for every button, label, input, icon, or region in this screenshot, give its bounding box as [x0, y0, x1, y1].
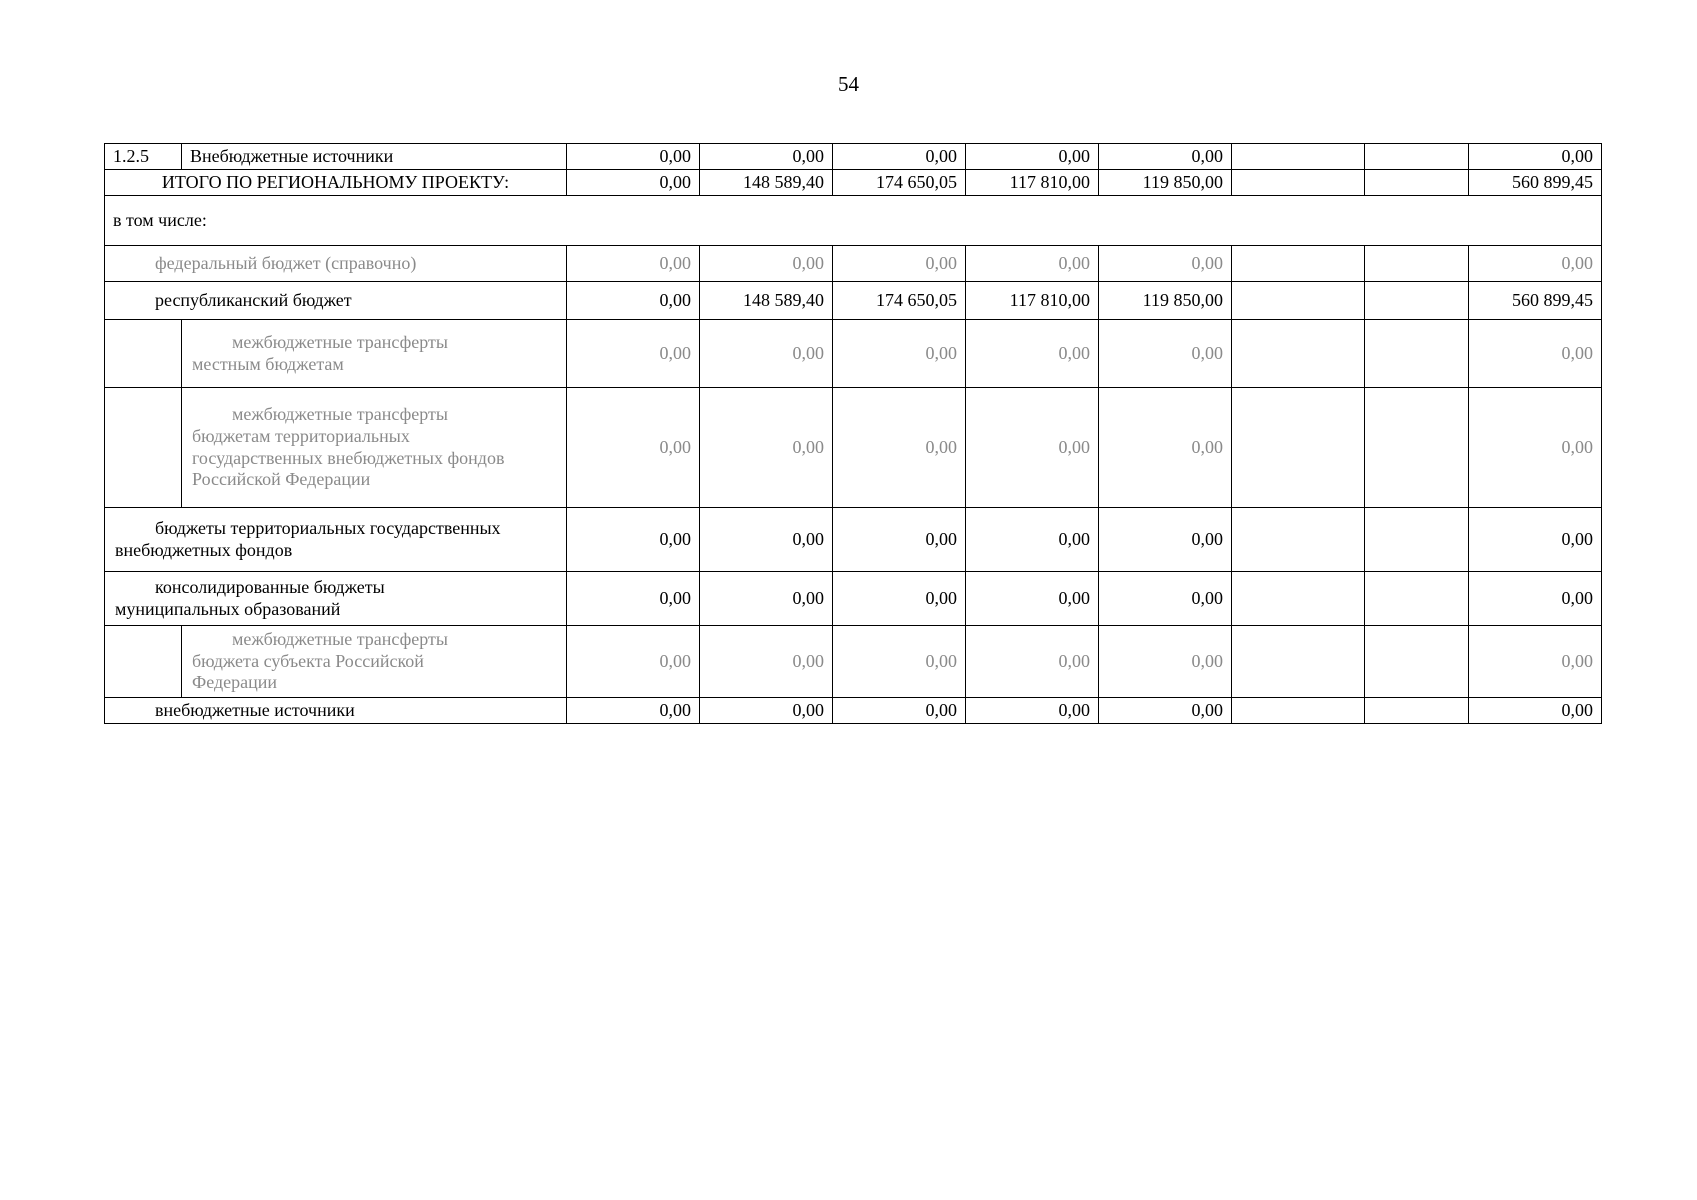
- value-cell: [1232, 170, 1365, 196]
- value-cell: [1365, 388, 1469, 508]
- value-cell: 0,00: [567, 698, 700, 724]
- total-cell: 0,00: [1469, 572, 1602, 626]
- value-cell: 119 850,00: [1099, 282, 1232, 320]
- value-cell: 117 810,00: [966, 170, 1099, 196]
- table-row: [105, 626, 1602, 698]
- value-cell: [1232, 508, 1365, 572]
- table-row: [105, 144, 1602, 170]
- value-cell: 0,00: [966, 698, 1099, 724]
- value-cell: [1365, 572, 1469, 626]
- value-cell: 0,00: [700, 144, 833, 170]
- value-cell: 0,00: [700, 388, 833, 508]
- value-cell: [1365, 282, 1469, 320]
- row-label: [182, 626, 567, 698]
- value-cell: 0,00: [833, 388, 966, 508]
- value-cell: 0,00: [700, 698, 833, 724]
- table-row: [105, 698, 1602, 724]
- value-cell: 174 650,05: [833, 170, 966, 196]
- budget-table: [104, 143, 1602, 724]
- value-cell: 0,00: [966, 572, 1099, 626]
- value-cell: 0,00: [966, 144, 1099, 170]
- row-code: 1.2.5: [105, 144, 182, 170]
- table-row: [105, 196, 1602, 246]
- value-cell: 119 850,00: [1099, 170, 1232, 196]
- value-cell: [1365, 246, 1469, 282]
- value-cell: 0,00: [966, 508, 1099, 572]
- table-row: [105, 246, 1602, 282]
- value-cell: 0,00: [966, 388, 1099, 508]
- value-cell: 0,00: [700, 508, 833, 572]
- row-label: [182, 320, 567, 388]
- section-label: в том числе:: [105, 196, 1602, 246]
- value-cell: [1365, 320, 1469, 388]
- value-cell: [1232, 698, 1365, 724]
- value-cell: [1365, 144, 1469, 170]
- row-label: федеральный бюджет (справочно): [105, 246, 567, 282]
- row-label-line: консолидированные бюджеты: [155, 576, 385, 597]
- total-cell: 0,00: [1469, 388, 1602, 508]
- row-label: внебюджетные источники: [105, 698, 567, 724]
- row-label-line: бюджетам территориальных: [192, 425, 410, 446]
- value-cell: 117 810,00: [966, 282, 1099, 320]
- value-cell: 0,00: [567, 572, 700, 626]
- value-cell: 0,00: [833, 144, 966, 170]
- value-cell: 0,00: [567, 508, 700, 572]
- value-cell: 0,00: [700, 320, 833, 388]
- value-cell: [1232, 144, 1365, 170]
- value-cell: 0,00: [833, 508, 966, 572]
- value-cell: 0,00: [1099, 572, 1232, 626]
- value-cell: 0,00: [567, 282, 700, 320]
- value-cell: 0,00: [833, 626, 966, 698]
- value-cell: 0,00: [700, 246, 833, 282]
- total-cell: 0,00: [1469, 698, 1602, 724]
- value-cell: 0,00: [567, 320, 700, 388]
- total-cell: 560 899,45: [1469, 170, 1602, 196]
- value-cell: 0,00: [700, 572, 833, 626]
- row-label-line: государственных внебюджетных фондов: [192, 447, 505, 468]
- row-label: ИТОГО ПО РЕГИОНАЛЬНОМУ ПРОЕКТУ:: [105, 170, 567, 196]
- table-row: [105, 508, 1602, 572]
- total-cell: 0,00: [1469, 626, 1602, 698]
- value-cell: 0,00: [567, 170, 700, 196]
- total-cell: 0,00: [1469, 246, 1602, 282]
- page-number: 54: [838, 72, 859, 96]
- value-cell: 0,00: [833, 572, 966, 626]
- value-cell: 0,00: [700, 626, 833, 698]
- row-label-line: внебюджетных фондов: [115, 539, 293, 560]
- value-cell: [1365, 626, 1469, 698]
- value-cell: 0,00: [1099, 508, 1232, 572]
- total-cell: 0,00: [1469, 144, 1602, 170]
- value-cell: 0,00: [833, 246, 966, 282]
- value-cell: 0,00: [567, 144, 700, 170]
- value-cell: [1232, 282, 1365, 320]
- row-label-line: муниципальных образований: [115, 598, 341, 619]
- value-cell: 174 650,05: [833, 282, 966, 320]
- value-cell: [1232, 388, 1365, 508]
- value-cell: 0,00: [966, 246, 1099, 282]
- table-row: [105, 320, 1602, 388]
- value-cell: 0,00: [567, 246, 700, 282]
- value-cell: [1365, 170, 1469, 196]
- value-cell: 0,00: [1099, 626, 1232, 698]
- value-cell: 148 589,40: [700, 170, 833, 196]
- row-label: [105, 572, 567, 626]
- value-cell: [1232, 572, 1365, 626]
- row-label-line: местным бюджетам: [192, 353, 344, 374]
- value-cell: [1232, 320, 1365, 388]
- value-cell: 0,00: [833, 698, 966, 724]
- value-cell: 0,00: [833, 320, 966, 388]
- total-cell: 0,00: [1469, 508, 1602, 572]
- row-label-line: межбюджетные трансферты: [232, 628, 448, 649]
- value-cell: 0,00: [1099, 246, 1232, 282]
- value-cell: 0,00: [966, 626, 1099, 698]
- value-cell: 0,00: [1099, 320, 1232, 388]
- value-cell: 0,00: [567, 388, 700, 508]
- table-row: [105, 572, 1602, 626]
- value-cell: [1365, 698, 1469, 724]
- value-cell: [1365, 508, 1469, 572]
- row-label-line: межбюджетные трансферты: [232, 403, 448, 424]
- row-label-line: межбюджетные трансферты: [232, 331, 448, 352]
- row-label: республиканский бюджет: [105, 282, 567, 320]
- value-cell: [1232, 626, 1365, 698]
- row-label: [105, 508, 567, 572]
- row-label-line: Федерации: [192, 672, 278, 693]
- table-row: [105, 170, 1602, 196]
- total-cell: 560 899,45: [1469, 282, 1602, 320]
- value-cell: 148 589,40: [700, 282, 833, 320]
- total-cell: 0,00: [1469, 320, 1602, 388]
- table-row: [105, 388, 1602, 508]
- value-cell: 0,00: [1099, 388, 1232, 508]
- row-label-line: бюджеты территориальных государственных: [155, 517, 501, 538]
- value-cell: [1232, 246, 1365, 282]
- value-cell: 0,00: [1099, 698, 1232, 724]
- row-label-line: Российской Федерации: [192, 469, 371, 490]
- row-label: Внебюджетные источники: [182, 144, 567, 170]
- value-cell: 0,00: [966, 320, 1099, 388]
- row-label-line: бюджета субъекта Российской: [192, 650, 424, 671]
- row-label: [182, 388, 567, 508]
- value-cell: 0,00: [567, 626, 700, 698]
- value-cell: 0,00: [1099, 144, 1232, 170]
- table-row: [105, 282, 1602, 320]
